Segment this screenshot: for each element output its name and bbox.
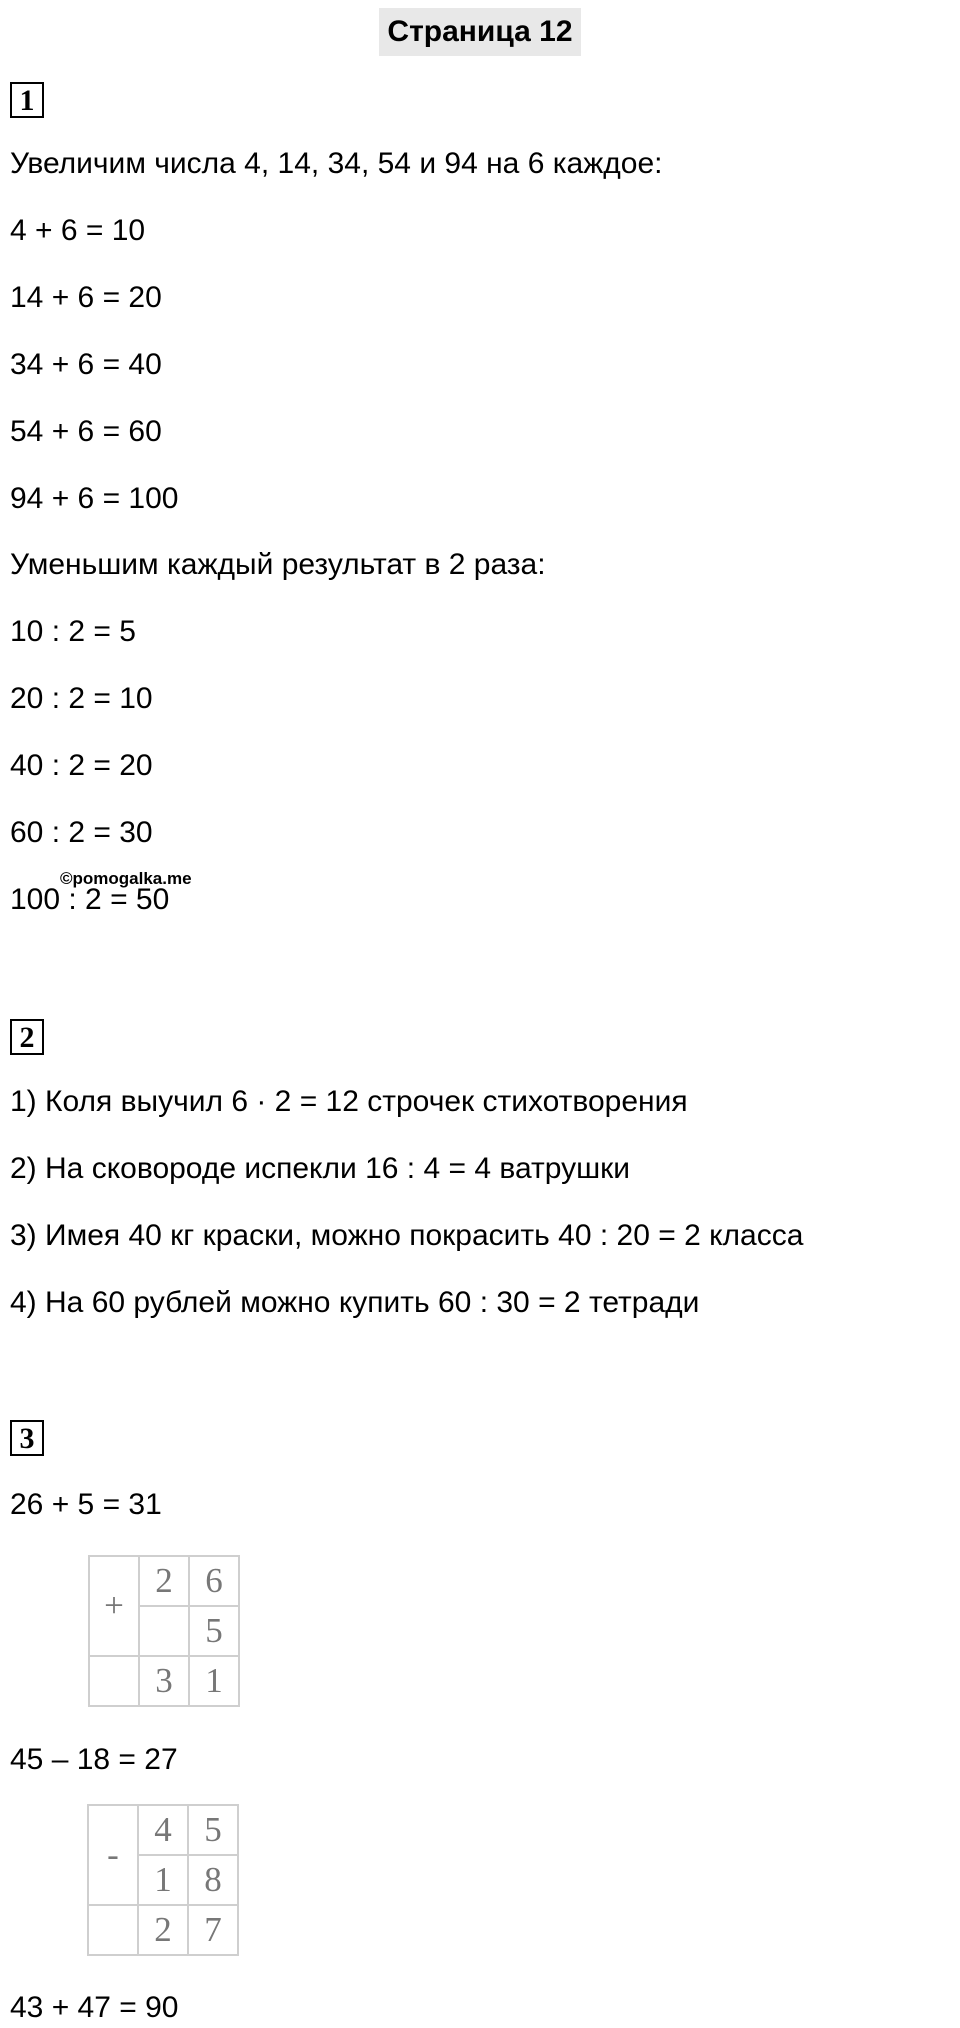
task-2-line: 4) На 60 рублей можно купить 60 : 30 = 2 тетради bbox=[10, 1286, 700, 1319]
task-1-div-line: 100 : 2 = 50 bbox=[10, 883, 170, 916]
result-digit-cell: 2 bbox=[138, 1905, 188, 1955]
result-digit-cell: 1 bbox=[189, 1656, 239, 1706]
plus-sign: + bbox=[89, 1556, 139, 1656]
digit-cell: 2 bbox=[139, 1556, 189, 1606]
digit-cell: 5 bbox=[189, 1606, 239, 1656]
task-2-line: 3) Имея 40 кг краски, можно покрасить 40 : 20 = 2 класса bbox=[10, 1219, 804, 1252]
task-1-div-line: 60 : 2 = 30 bbox=[10, 816, 153, 849]
task-3-expression: 45 – 18 = 27 bbox=[10, 1743, 178, 1776]
column-subtraction bbox=[87, 1804, 239, 1956]
task-1-div-line: 10 : 2 = 5 bbox=[10, 615, 136, 648]
task-2-number: 2 bbox=[10, 1019, 44, 1055]
task-1-intro: Увеличим числа 4, 14, 34, 54 и 94 на 6 каждое: bbox=[10, 147, 663, 180]
task-2-line: 2) На сковороде испекли 16 : 4 = 4 ватрушки bbox=[10, 1152, 631, 1185]
digit-cell: 5 bbox=[188, 1805, 238, 1855]
digit-cell bbox=[139, 1606, 189, 1656]
watermark: ©pomogalka.me bbox=[60, 869, 192, 888]
task-1-add-line: 4 + 6 = 10 bbox=[10, 214, 146, 247]
task-1-second-intro: Уменьшим каждый результат в 2 раза: bbox=[10, 548, 546, 581]
column-addition bbox=[88, 1555, 240, 1707]
task-1-add-line: 94 + 6 = 100 bbox=[10, 482, 179, 515]
task-1-div-line: 40 : 2 = 20 bbox=[10, 749, 153, 782]
task-2-line: 1) Коля выучил 6 · 2 = 12 строчек стихотворения bbox=[10, 1085, 688, 1118]
minus-sign: - bbox=[88, 1805, 138, 1905]
result-digit-cell: 3 bbox=[139, 1656, 189, 1706]
empty-cell bbox=[89, 1656, 139, 1706]
task-1-add-line: 34 + 6 = 40 bbox=[10, 348, 162, 381]
page-title-wrap bbox=[0, 8, 960, 56]
digit-cell: 6 bbox=[189, 1556, 239, 1606]
empty-cell bbox=[88, 1905, 138, 1955]
task-3-expression: 26 + 5 = 31 bbox=[10, 1488, 162, 1521]
digit-cell: 1 bbox=[138, 1855, 188, 1905]
task-3-number: 3 bbox=[10, 1420, 44, 1456]
task-1-div-line: 20 : 2 = 10 bbox=[10, 682, 153, 715]
task-1-number: 1 bbox=[10, 82, 44, 118]
task-3-expression: 43 + 47 = 90 bbox=[10, 1991, 179, 2024]
digit-cell: 8 bbox=[188, 1855, 238, 1905]
task-1-add-line: 54 + 6 = 60 bbox=[10, 415, 162, 448]
result-digit-cell: 7 bbox=[188, 1905, 238, 1955]
page-title: Страница 12 bbox=[379, 8, 580, 56]
digit-cell: 4 bbox=[138, 1805, 188, 1855]
task-1-add-line: 14 + 6 = 20 bbox=[10, 281, 162, 314]
